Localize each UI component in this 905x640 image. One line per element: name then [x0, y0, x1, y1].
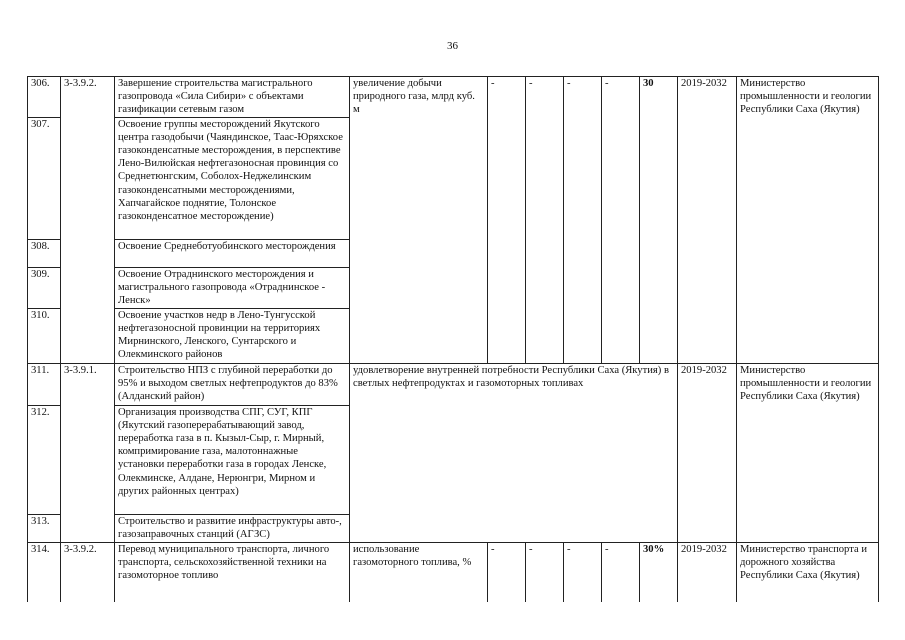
period-cell: 2019-2032 — [678, 363, 737, 542]
value-cell: - — [488, 542, 526, 602]
row-number: 313. — [28, 514, 61, 542]
activity-cell: Организация производства СПГ, СУГ, КПГ (Якутский газоперерабатывающий завод, переработка газа в п. Кызыл-Сыр, г. Мирный, компримирование газа, малотоннажные установки переработки газа в городах Ленске, Олекминске, Алдане, Нерюнгри, Мирном и других районных центрах) — [115, 405, 350, 514]
period-cell: 2019-2032 — [678, 542, 737, 602]
value-cell: - — [488, 77, 526, 364]
table-row — [28, 542, 879, 602]
row-number: 314. — [28, 542, 61, 602]
page-number: 36 — [447, 40, 458, 52]
responsible-cell: Министерство промышленности и геологии Республики Саха (Якутия) — [737, 363, 879, 542]
target-value: 30 — [640, 77, 678, 364]
section-code: 3-3.9.2. — [61, 77, 115, 364]
responsible-cell: Министерство промышленности и геологии Республики Саха (Якутия) — [737, 77, 879, 364]
row-number: 309. — [28, 267, 61, 308]
value-cell: - — [526, 542, 564, 602]
activity-cell: Освоение группы месторождений Якутского центра газодобычи (Чаяндинское, Таас-Юряхское газоконденсатные месторождения, в перспективе Лено-Вилюйская нефтегазоносная провинция со Среднетюнгским, Соболох-Неджелинским газоконденсатными месторождениями, Хапчагайское поднятие, Толонское газоконденсатное месторождение) — [115, 117, 350, 239]
program-table — [27, 76, 879, 602]
value-cell: - — [564, 542, 602, 602]
row-number: 308. — [28, 239, 61, 267]
activity-cell: Освоение Отраднинского месторождения и магистрального газопровода «Отраднинское - Ленск» — [115, 267, 350, 308]
target-value: 30% — [640, 542, 678, 602]
table-row — [28, 77, 879, 118]
responsible-cell: Министерство транспорта и дорожного хозяйства Республики Саха (Якутия) — [737, 542, 879, 602]
row-number: 307. — [28, 117, 61, 239]
activity-cell: Освоение Среднеботуобинского месторождения — [115, 239, 350, 267]
value-cell: - — [602, 77, 640, 364]
indicator-cell: увеличение добычи природного газа, млрд куб. м — [350, 77, 488, 364]
activity-cell: Строительство НПЗ с глубиной переработки до 95% и выходом светлых нефтепродуктов до 83% (Алданский район) — [115, 363, 350, 405]
value-cell: - — [526, 77, 564, 364]
indicator-cell: удовлетворение внутренней потребности Республики Саха (Якутия) в светлых нефтепродуктах и газомоторных топливах — [350, 363, 678, 542]
activity-cell: Освоение участков недр в Лено-Тунгусской нефтегазоносной провинции на территориях Мирнинского, Ленского, Сунтарского и Олекминского районов — [115, 308, 350, 363]
section-code: 3-3.9.2. — [61, 542, 115, 602]
row-number: 306. — [28, 77, 61, 118]
activity-cell: Строительство и развитие инфраструктуры авто-, газозаправочных станций (АГЗС) — [115, 514, 350, 542]
period-cell: 2019-2032 — [678, 77, 737, 364]
indicator-cell: использование газомоторного топлива, % — [350, 542, 488, 602]
activity-cell: Перевод муниципального транспорта, личного транспорта, сельскохозяйственной техники на газомоторное топливо — [115, 542, 350, 602]
table-row — [28, 363, 879, 405]
row-number: 312. — [28, 405, 61, 514]
value-cell: - — [564, 77, 602, 364]
section-code: 3-3.9.1. — [61, 363, 115, 542]
row-number: 311. — [28, 363, 61, 405]
row-number: 310. — [28, 308, 61, 363]
activity-cell: Завершение строительства магистрального газопровода «Сила Сибири» с объектами газификации сетевым газом — [115, 77, 350, 118]
value-cell: - — [602, 542, 640, 602]
